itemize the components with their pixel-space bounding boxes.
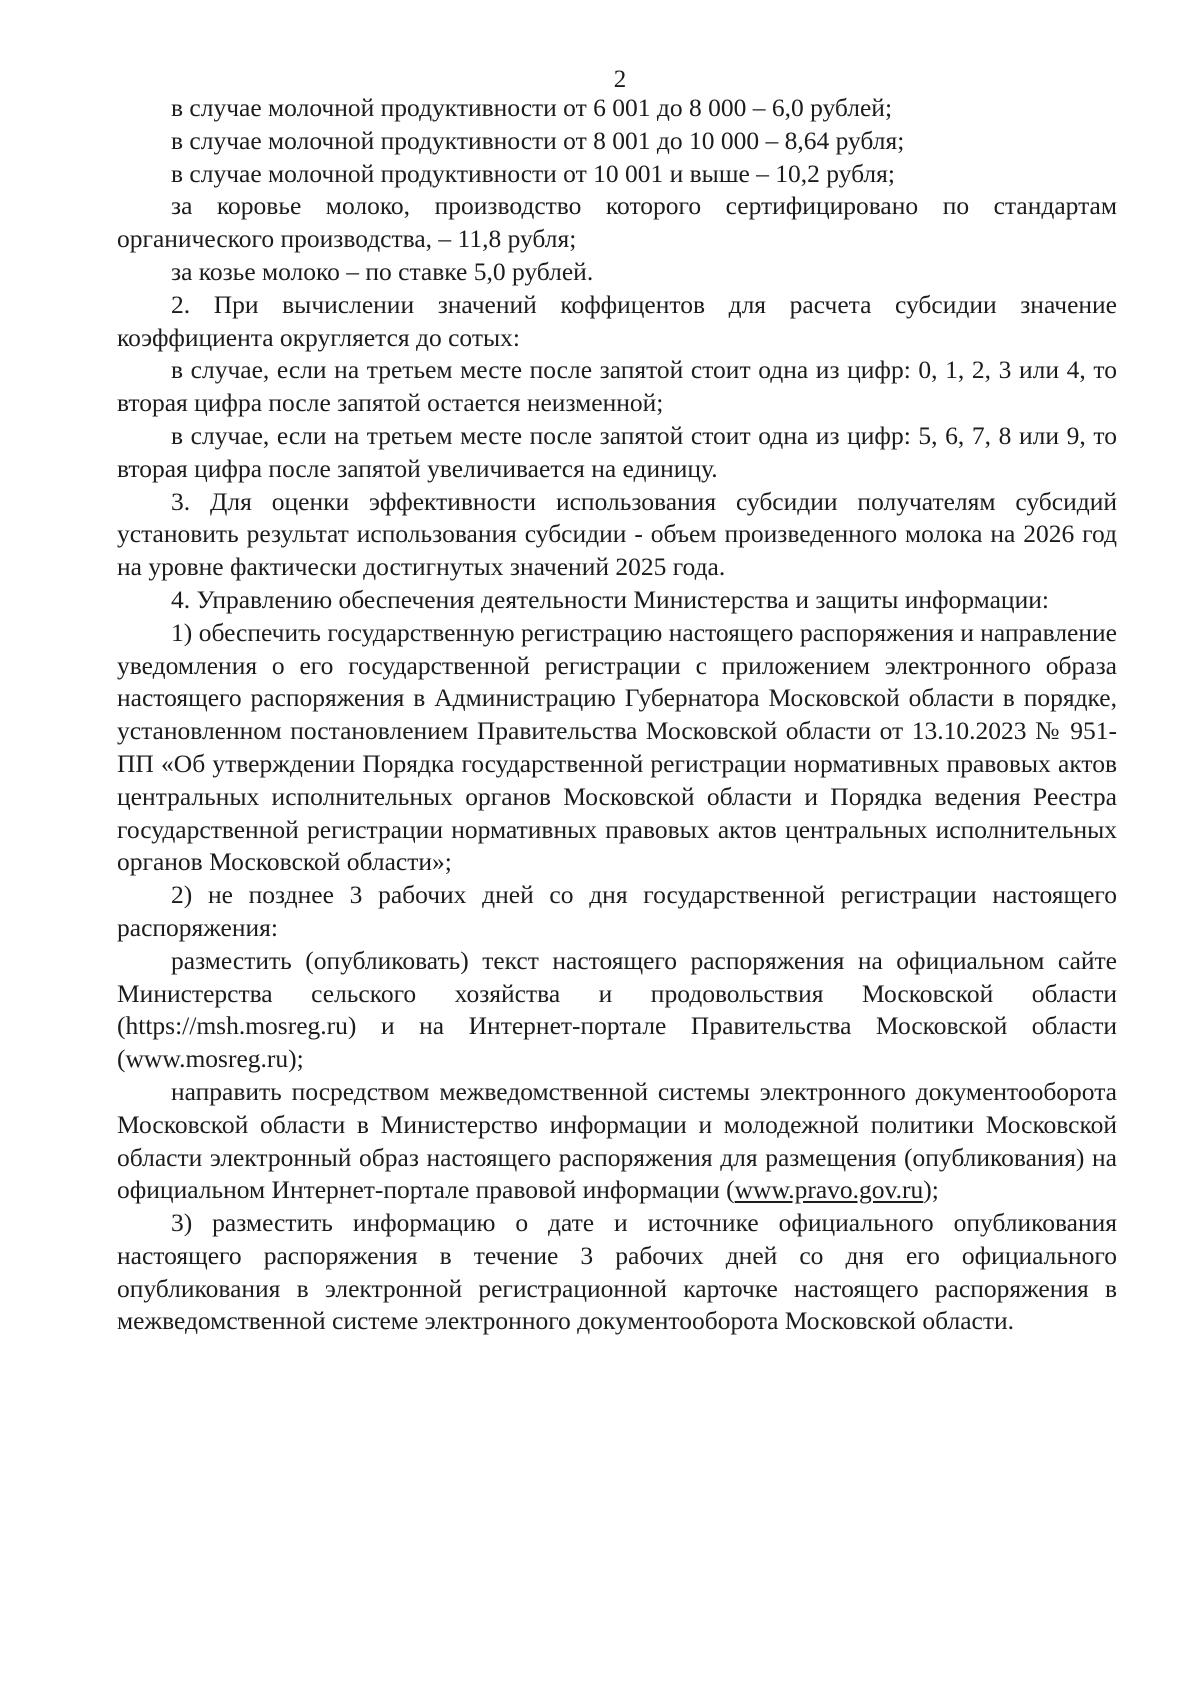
paragraph-milk-rate-10001: в случае молочной продуктивности от 10 001 и выше – 10,2 рубля; [171, 158, 895, 188]
paragraph-subitem-3-publication-info: 3) разместить информацию о дате и источнике официального опубликования настоящего распоряжения в течение 3 рабочих дней со дня его официального опубликования в электронной регистрационной карточке настоящего распоряжения в межведомственной системе электронного документооборота Московской области. [117, 1208, 1117, 1336]
paragraph-send-pravo-portal [117, 1076, 1117, 1207]
paragraph-milk-rate-8001: в случае молочной продуктивности от 8 001 до 10 000 – 8,64 рубля; [171, 125, 905, 155]
page-number: 2 [613, 66, 627, 93]
paragraph-milk-rate-6001: в случае молочной продуктивности от 6 001 до 8 000 – 6,0 рублей; [171, 93, 893, 122]
paragraph-rounding-down: в случае, если на третьем месте после запятой стоит одна из цифр: 0, 1, 2, 3 или 4, то вторая цифра после запятой остается неизменной; [117, 355, 1117, 418]
paragraph-subitem-1-registration: 1) обеспечить государственную регистрацию настоящего распоряжения и направление уведомления о его государственной регистрации с приложением электронного образа настоящего распоряжения в Администрацию Губернатора Московской области в порядке, установленном постановлением Правительства Московской области от 13.10.2023 № 951-ПП «Об утверждении Порядка государственной регистрации нормативных правовых актов центральных исполнительных органов Московской области и Порядка ведения Реестра государственной регистрации нормативных правовых актов центральных исполнительных органов Московской области»; [117, 617, 1117, 877]
paragraph-rounding-up: в случае, если на третьем месте после запятой стоит одна из цифр: 5, 6, 7, 8 или 9, то вторая цифра после запятой увеличивается на единицу. [117, 420, 1117, 483]
paragraph-goat-milk: за козье молоко – по ставке 5,0 рублей. [171, 256, 594, 286]
paragraph-item-3-efficiency: 3. Для оценки эффективности использования субсидии получателям субсидий установить результат использования субсидии - объем произведенного молока на 2026 год на уровне фактически достигнутых значений 2025 года. [117, 486, 1117, 582]
pravo-text-after: ); [923, 1175, 939, 1205]
pravo-link[interactable]: www.pravo.gov.ru [734, 1175, 924, 1205]
paragraph-subitem-2-deadline: 2) не позднее 3 рабочих дней со дня государственной регистрации настоящего распоряжения: [117, 880, 1117, 942]
paragraph-publish-official-site: разместить (опубликовать) текст настоящего распоряжения на официальном сайте Министерства сельского хозяйства и продовольствия Московской области (https://msh.mosreg.ru) и на Интернет-портале Правительства Московской области (www.mosreg.ru); [117, 945, 1117, 1074]
paragraph-item-2-rounding: 2. При вычислении значений коффицентов для расчета субсидии значение коэффициента округляется до сотых: [117, 289, 1117, 352]
pravo-text-before: направить посредством межведомственной системы электронного документооборота Московской области в Министерство информации и молодежной политики Московской области электронный образ настоящего распоряжения для размещения (опубликования) на официальном Интернет-портале правовой информации ( [117, 1076, 1117, 1205]
document-body [117, 92, 1117, 1338]
paragraph-organic-cow-milk: за коровье молоко, производство которого сертифицировано по стандартам органического производства, – 11,8 рубля; [117, 191, 1117, 254]
paragraph-item-4-department: 4. Управлению обеспечения деятельности Министерства и защиты информации: [171, 584, 1049, 614]
